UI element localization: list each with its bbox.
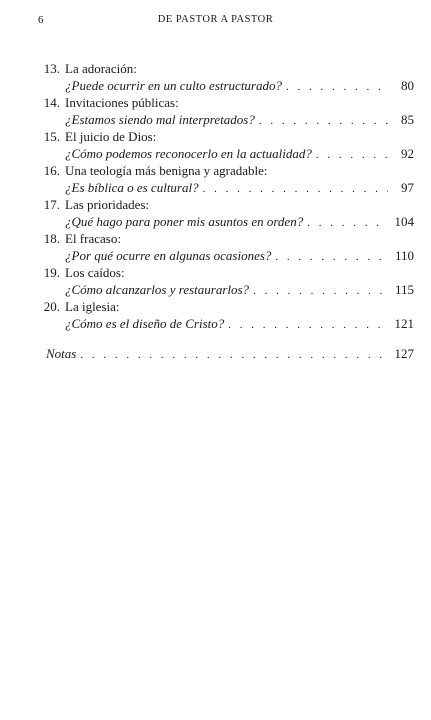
- toc-entry-17[interactable]: [30, 196, 414, 230]
- dot-leader: [259, 113, 388, 130]
- chapter-subtitle: ¿Es bíblica o es cultural?: [65, 180, 199, 195]
- chapter-title: La adoración:: [65, 61, 137, 76]
- chapter-title: Los caídos:: [65, 265, 125, 280]
- chapter-number: 17.: [43, 197, 60, 212]
- chapter-subtitle: ¿Cómo alcanzarlos y restaurarlos?: [65, 282, 250, 297]
- chapter-subtitle: ¿Estamos siendo mal interpretados?: [65, 112, 255, 127]
- dot-leader: [228, 317, 388, 334]
- running-head: [0, 14, 431, 30]
- chapter-title: Invitaciones públicas:: [65, 95, 179, 110]
- page-ref: 92: [401, 146, 414, 161]
- chapter-title: Las prioridades:: [65, 197, 150, 212]
- chapter-number: 19.: [43, 265, 60, 280]
- dot-leader: [316, 147, 388, 164]
- dot-leader: [286, 79, 388, 96]
- chapter-subtitle: ¿Puede ocurrir en un culto estructurado?: [65, 78, 282, 93]
- chapter-number: 18.: [43, 231, 60, 246]
- dot-leader: [203, 181, 388, 198]
- chapter-title: El fracaso:: [65, 231, 121, 246]
- page-ref: 121: [394, 316, 414, 331]
- dot-leader: [307, 215, 388, 232]
- notes-label: Notas: [46, 346, 77, 361]
- page-ref: 110: [394, 248, 414, 263]
- table-of-contents: [30, 60, 414, 363]
- page-ref: 127: [394, 346, 414, 361]
- page-ref: 85: [401, 112, 414, 127]
- dot-leader: [253, 283, 388, 300]
- chapter-number: 20.: [43, 299, 60, 314]
- toc-entry-notes[interactable]: [30, 345, 414, 363]
- toc-entry-16[interactable]: [30, 162, 414, 196]
- page-ref: 97: [401, 180, 414, 195]
- chapter-number: 15.: [43, 129, 60, 144]
- page-number: 6: [38, 14, 44, 26]
- toc-entry-18[interactable]: [30, 230, 414, 264]
- toc-entry-20[interactable]: [30, 298, 414, 332]
- dot-leader: [80, 346, 388, 364]
- chapter-subtitle: ¿Cómo es el diseño de Cristo?: [65, 316, 225, 331]
- page-ref: 80: [401, 78, 414, 93]
- chapter-subtitle: ¿Cómo podemos reconocerlo en la actualidad?: [65, 146, 312, 161]
- chapter-number: 13.: [43, 61, 60, 76]
- toc-entry-19[interactable]: [30, 264, 414, 298]
- chapter-title: Una teología más benigna y agradable:: [65, 163, 268, 178]
- toc-entry-13[interactable]: [30, 60, 414, 94]
- chapter-number: 16.: [43, 163, 60, 178]
- page-ref: 104: [394, 214, 414, 229]
- chapter-title: El juicio de Dios:: [65, 129, 157, 144]
- page-ref: 115: [394, 282, 414, 297]
- chapter-number: 14.: [43, 95, 60, 110]
- chapter-title: La iglesia:: [65, 299, 120, 314]
- chapter-subtitle: ¿Qué hago para poner mis asuntos en orden?: [65, 214, 304, 229]
- book-title: DE PASTOR A PASTOR: [157, 14, 274, 25]
- chapter-subtitle: ¿Por qué ocurre en algunas ocasiones?: [65, 248, 272, 263]
- dot-leader: [275, 249, 388, 266]
- toc-entry-15[interactable]: [30, 128, 414, 162]
- toc-entry-14[interactable]: [30, 94, 414, 128]
